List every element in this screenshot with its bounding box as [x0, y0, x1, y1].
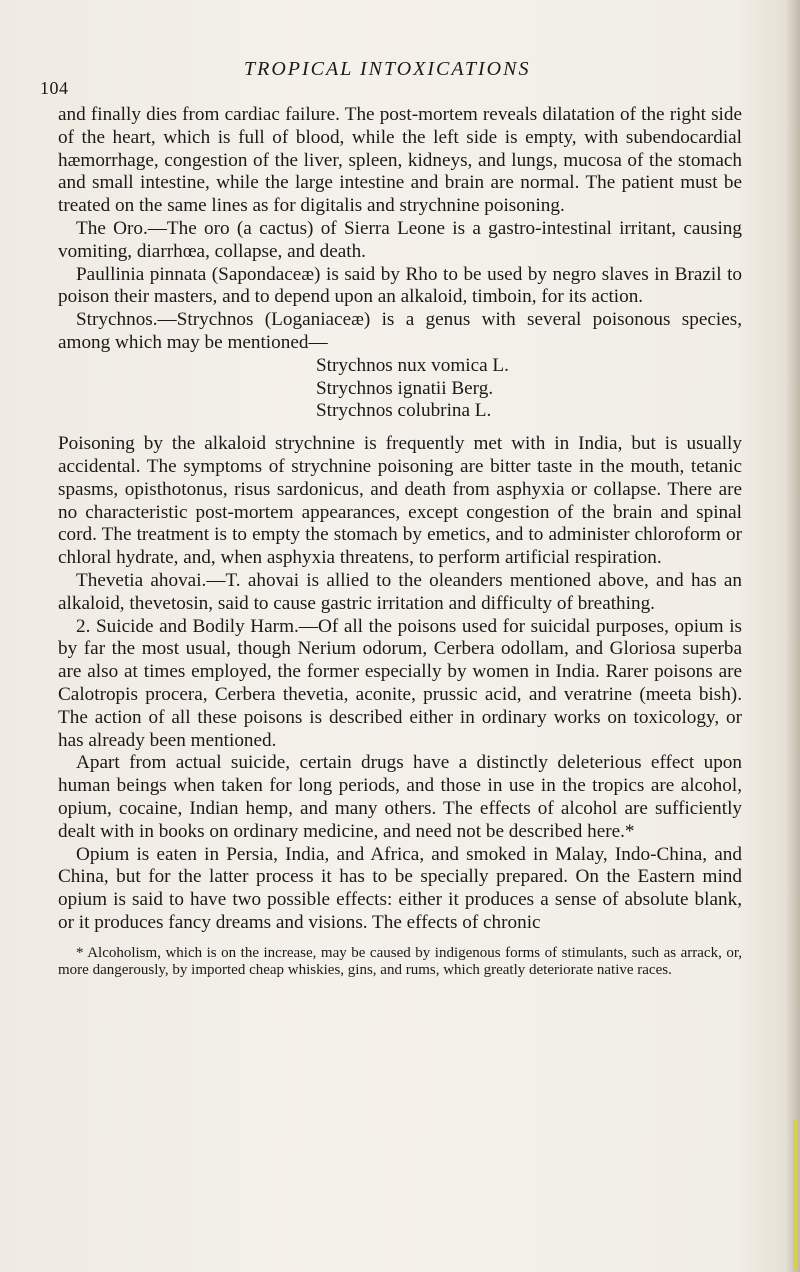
species-item: Strychnos ignatii Berg. [316, 377, 494, 399]
paragraph-suicide: 2. Suicide and Bodily Harm.—Of all the poisons used for suicidal purposes, opium is by far the most usual, though Nerium odorum, Cerbera odollam, and Gloriosa superba are also at times employed, the former especially by women in India. Rarer poisons are Calotropis procera, Cerbera thevetia, aconite, prussic acid, and veratrine (meeta bish). The action of all these poisons is described either in ordinary works on toxicology, or has already been mentioned. [58, 615, 742, 751]
species-item: Strychnos colubrina L. [316, 400, 492, 422]
paragraph-thevetia: Thevetia ahovai.—T. ahovai is allied to the oleanders mentioned above, and has an alkaloid, thevetosin, said to cause gastric irritation and difficulty of breathing. [58, 569, 742, 614]
page-number: 104 [40, 78, 69, 98]
running-head: TROPICAL INTOXICATIONS [244, 58, 531, 80]
paragraph-opium: Opium is eaten in Persia, India, and Africa, and smoked in Malay, Indo-China, and China, but for the latter process it has to be specially prepared. On the Eastern mind opium is said to have two possible effects: either it produces a sense of absolute blank, or it produces fancy dreams and visions. The effects of chronic [58, 843, 742, 933]
paragraph-paullinia: Paullinia pinnata (Sapondaceæ) is said by Rho to be used by negro slaves in Brazil to poison their masters, and to depend upon an alkaloid, timboin, for its action. [58, 263, 742, 308]
paragraph-oro: The Oro.—The oro (a cactus) of Sierra Leone is a gastro-intestinal irritant, causing vomiting, diarrhœa, collapse, and death. [58, 217, 742, 262]
page-edge-tab [793, 1120, 797, 1270]
paragraph-strychnine-poisoning: Poisoning by the alkaloid strychnine is frequently met with in India, but is usually accidental. The symptoms of strychnine poisoning are bitter taste in the mouth, tetanic spasms, opisthotonus, risus sardonicus, and death from asphyxia or collapse. There are no characteristic post-mortem appearances, except congestion of the brain and spinal cord. The treatment is to empty the stomach by emetics, and to administer chloroform or chloral hydrate, and, when asphyxia threatens, to perform artificial respiration. [58, 433, 742, 569]
page-body [58, 104, 742, 979]
paragraph-strychnos: Strychnos.—Strychnos (Loganiaceæ) is a genus with several poisonous species, among which may be mentioned— [58, 309, 742, 353]
species-list [58, 355, 742, 423]
page-edge-shadow [786, 0, 800, 1272]
species-item: Strychnos nux vomica L. [316, 354, 509, 376]
footnote: * Alcoholism, which is on the increase, may be caused by indigenous forms of stimulants, such as arrack, or, more dangerously, by imported cheap whiskies, gins, and rums, which greatly deteriorate native races. [58, 944, 742, 978]
paragraph-drugs: Apart from actual suicide, certain drugs have a distinctly deleterious effect upon human beings when taken for long periods, and those in use in the tropics are alcohol, opium, cocaine, Indian hemp, and many others. The effects of alcohol are sufficiently dealt with in books on ordinary medicine, and need not be described here.* [58, 752, 742, 842]
paragraph-1: and finally dies from cardiac failure. The post-mortem reveals dilatation of the right side of the heart, which is full of blood, while the left side is empty, with subendocardial hæmorrhage, congestion of the liver, spleen, kidneys, and lungs, mucosa of the stomach and small intestine, while the large intestine and brain are normal. The patient must be treated on the same lines as for digitalis and strychnine poisoning. [58, 104, 742, 217]
